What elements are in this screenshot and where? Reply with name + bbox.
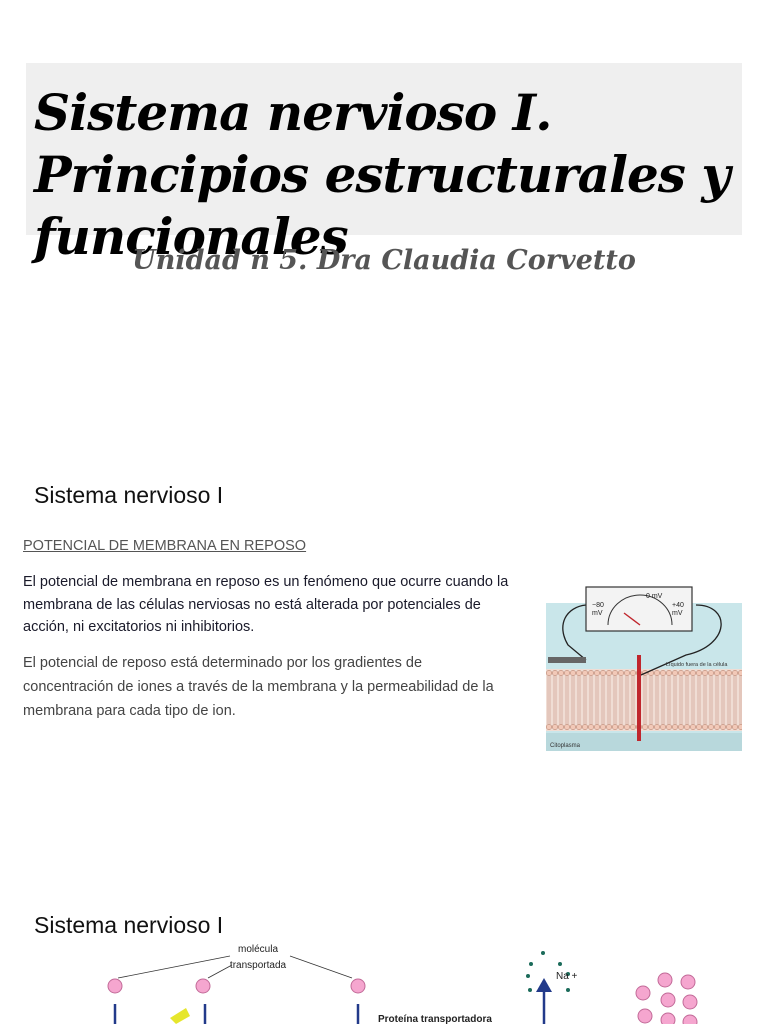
molecule-1 bbox=[108, 979, 122, 993]
ion-arrow-head bbox=[536, 978, 552, 992]
ion-label: Na + bbox=[556, 971, 578, 982]
lipid-head bbox=[666, 724, 671, 729]
slide-heading: Sistema nervioso I bbox=[34, 482, 224, 508]
lipid-bilayer bbox=[546, 669, 742, 731]
lipid-head bbox=[588, 670, 593, 675]
lipid-head bbox=[564, 724, 569, 729]
lipid-head bbox=[564, 670, 569, 675]
lipid-head bbox=[630, 724, 635, 729]
lipid-head bbox=[642, 724, 647, 729]
lipid-head bbox=[696, 724, 701, 729]
lipid-head bbox=[690, 670, 695, 675]
lipid-head bbox=[714, 724, 719, 729]
lipid-head bbox=[606, 670, 611, 675]
molecule-3 bbox=[351, 979, 365, 993]
lipid-head bbox=[708, 724, 713, 729]
lipid-head bbox=[732, 670, 737, 675]
lipid-head bbox=[582, 670, 587, 675]
lipid-head bbox=[576, 724, 581, 729]
meter-left-label: −80 mV bbox=[592, 602, 604, 617]
lipid-head bbox=[678, 724, 683, 729]
lipid-head bbox=[702, 724, 707, 729]
paragraph-2: El potencial de reposo está determinado por los gradientes de concentración de iones a través de la membrana y la permeabilidad de la membrana para cada tipo de ion. bbox=[23, 655, 494, 719]
molecule-2 bbox=[196, 979, 210, 993]
molecule-cluster bbox=[636, 973, 697, 1024]
lipid-head bbox=[594, 670, 599, 675]
lipid-head bbox=[720, 724, 725, 729]
lipid-head bbox=[552, 670, 557, 675]
lipid-head bbox=[576, 670, 581, 675]
lipid-head bbox=[594, 724, 599, 729]
lipid-head bbox=[720, 670, 725, 675]
lipid-head bbox=[552, 724, 557, 729]
pointer-line-2 bbox=[208, 965, 232, 978]
lipid-head bbox=[726, 670, 731, 675]
recording-electrode bbox=[637, 655, 641, 741]
lipid-head bbox=[714, 670, 719, 675]
lipid-head bbox=[546, 670, 551, 675]
lipid-head bbox=[708, 670, 713, 675]
lipid-head bbox=[690, 724, 695, 729]
lipid-head bbox=[618, 670, 623, 675]
lipid-head bbox=[678, 670, 683, 675]
transport-slide bbox=[0, 860, 768, 1024]
lipid-head bbox=[672, 670, 677, 675]
section-title: POTENCIAL DE MEMBRANA EN REPOSO bbox=[23, 538, 307, 554]
membrane-potential-figure bbox=[546, 585, 742, 751]
lipid-head bbox=[696, 670, 701, 675]
lipid-head bbox=[546, 724, 551, 729]
molecule-label-2: transportada bbox=[229, 960, 287, 971]
carrier-protein bbox=[170, 1008, 190, 1024]
lipid-head bbox=[606, 724, 611, 729]
lipid-head bbox=[612, 724, 617, 729]
lipid-head bbox=[738, 670, 742, 675]
lipid-head bbox=[624, 670, 629, 675]
lipid-head bbox=[618, 724, 623, 729]
slide-heading-2: Sistema nervioso I bbox=[34, 912, 224, 938]
lipid-head bbox=[570, 724, 575, 729]
lipid-head bbox=[558, 724, 563, 729]
transport-figure bbox=[0, 938, 768, 1024]
pointer-line-3 bbox=[290, 956, 352, 978]
lipid-head bbox=[570, 670, 575, 675]
meter-right-label: +40 mV bbox=[672, 602, 684, 617]
lipid-head bbox=[600, 670, 605, 675]
lipid-head bbox=[600, 724, 605, 729]
pointer-line-1 bbox=[118, 956, 230, 978]
slide-title: Sistema nervioso I. Principios estructurales y funcionales bbox=[34, 83, 730, 266]
lipid-head bbox=[612, 670, 617, 675]
cytoplasm-label: Citoplasma bbox=[550, 743, 581, 749]
slide-subtitle: Unidad n 5. Dra Claudia Corvetto bbox=[132, 245, 636, 276]
lipid-head bbox=[726, 724, 731, 729]
lipid-head bbox=[654, 724, 659, 729]
meter-center-label: 0 mV bbox=[646, 593, 663, 600]
lipid-head bbox=[558, 670, 563, 675]
lipid-head bbox=[624, 724, 629, 729]
resting-potential-slide bbox=[0, 440, 768, 860]
lipid-head bbox=[666, 670, 671, 675]
lipid-head bbox=[630, 670, 635, 675]
lipid-head bbox=[684, 670, 689, 675]
outside-label: Líquido fuera de la célula bbox=[666, 662, 728, 668]
molecule-label-1: molécula bbox=[237, 944, 279, 955]
lipid-head bbox=[588, 724, 593, 729]
lipid-head bbox=[648, 724, 653, 729]
lipid-head bbox=[684, 724, 689, 729]
protein-label: Proteína transportadora bbox=[378, 1014, 492, 1024]
lipid-head bbox=[732, 724, 737, 729]
title-slide bbox=[0, 0, 768, 430]
lipid-head bbox=[738, 724, 742, 729]
lipid-head bbox=[660, 670, 665, 675]
reference-electrode bbox=[548, 657, 586, 663]
lipid-head bbox=[702, 670, 707, 675]
lipid-head bbox=[654, 670, 659, 675]
paragraph-1: El potencial de membrana en reposo es un fenómeno que ocurre cuando la membrana de las células nerviosas no está alterada por potenciales de acción, ni excitatorios ni inhibitorios. bbox=[23, 574, 509, 635]
lipid-head bbox=[660, 724, 665, 729]
lipid-head bbox=[672, 724, 677, 729]
lipid-head bbox=[582, 724, 587, 729]
